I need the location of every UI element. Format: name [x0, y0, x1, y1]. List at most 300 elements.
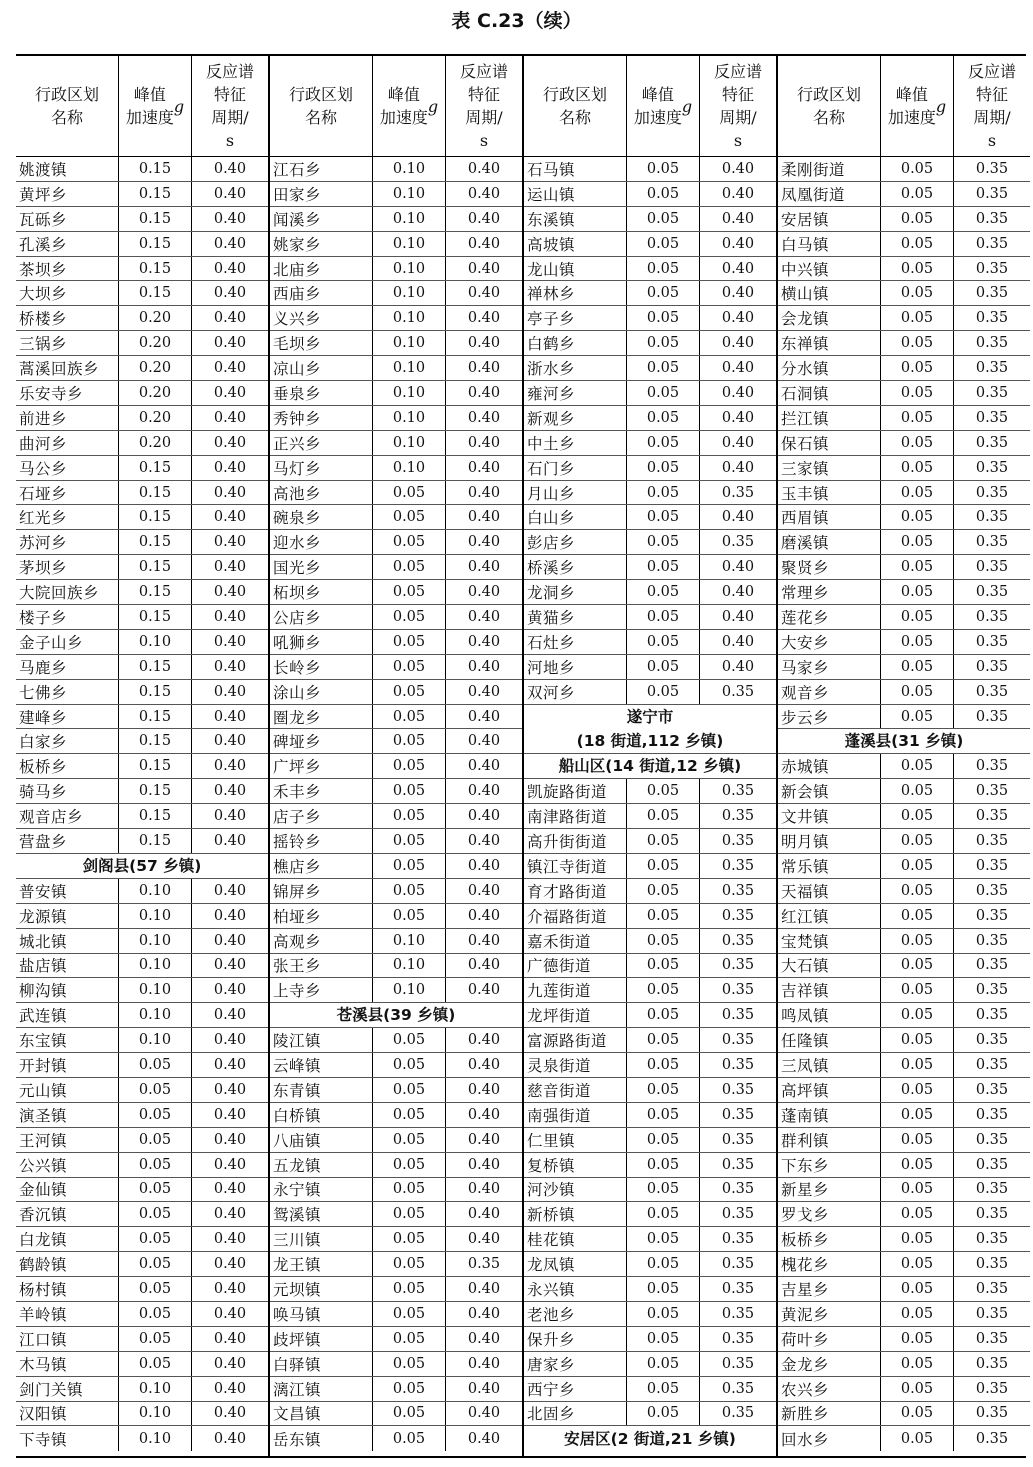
- table-row: [270, 655, 522, 680]
- peak-acceleration: 0.05: [880, 157, 953, 181]
- table-row: [16, 431, 268, 456]
- table-row: [16, 779, 268, 804]
- peak-acceleration: 0.10: [118, 978, 191, 1002]
- table-row: [16, 580, 268, 605]
- table-row: [524, 281, 776, 306]
- table-row: [16, 555, 268, 580]
- region-name: 闻溪乡: [273, 210, 322, 229]
- table-row: [778, 630, 1030, 655]
- characteristic-period: 0.35: [953, 1103, 1030, 1127]
- characteristic-period: 0.35: [953, 1327, 1030, 1351]
- characteristic-period: 0.40: [445, 456, 522, 480]
- peak-acceleration: 0.05: [118, 1327, 191, 1351]
- table-row: [524, 1003, 776, 1028]
- region-name: 红光乡: [19, 509, 68, 528]
- characteristic-period: 0.40: [191, 1178, 268, 1202]
- peak-acceleration: 0.05: [880, 754, 953, 778]
- table-row: [524, 804, 776, 829]
- characteristic-period: 0.40: [445, 257, 522, 281]
- characteristic-period: 0.40: [445, 829, 522, 853]
- region-name: 杨村镇: [19, 1281, 68, 1300]
- characteristic-period: 0.40: [191, 829, 268, 853]
- region-name: 永兴镇: [527, 1281, 576, 1300]
- characteristic-period: 0.40: [191, 306, 268, 330]
- table-row: [270, 680, 522, 705]
- table-row: [270, 281, 522, 306]
- peak-acceleration: 0.10: [372, 182, 445, 206]
- table-row: [778, 232, 1030, 257]
- peak-acceleration: 0.05: [626, 879, 699, 903]
- peak-acceleration: 0.05: [880, 207, 953, 231]
- characteristic-period: 0.40: [699, 157, 776, 181]
- peak-acceleration: 0.05: [118, 1352, 191, 1376]
- peak-acceleration: 0.05: [626, 356, 699, 380]
- peak-acceleration: 0.15: [118, 680, 191, 704]
- region-name: 姚家乡: [273, 235, 322, 254]
- peak-acceleration: 0.05: [626, 1327, 699, 1351]
- region-name: 公店乡: [273, 608, 322, 627]
- table-row: [16, 182, 268, 207]
- region-name: 义兴乡: [273, 310, 322, 329]
- characteristic-period: 0.40: [191, 1128, 268, 1152]
- peak-acceleration: 0.05: [372, 555, 445, 579]
- peak-acceleration: 0.10: [118, 954, 191, 978]
- peak-acceleration: 0.05: [880, 705, 953, 729]
- region-name: 盐店镇: [19, 957, 68, 976]
- characteristic-period: 0.40: [445, 505, 522, 529]
- table-row: [16, 605, 268, 630]
- table-row: [778, 829, 1030, 854]
- region-name: 孔溪乡: [19, 235, 68, 254]
- table-row: [778, 1402, 1030, 1427]
- characteristic-period: 0.40: [191, 978, 268, 1002]
- region-name: 龙源镇: [19, 907, 68, 926]
- table-row: [778, 1078, 1030, 1103]
- peak-acceleration: 0.05: [880, 530, 953, 554]
- region-name: 磨溪镇: [781, 534, 830, 553]
- characteristic-period: 0.35: [953, 779, 1030, 803]
- table-row: [778, 1277, 1030, 1302]
- table-row: [524, 1352, 776, 1377]
- table-row: [778, 1128, 1030, 1153]
- table-row: [524, 1053, 776, 1078]
- region-name: 高坡镇: [527, 235, 576, 254]
- table-row: [270, 306, 522, 331]
- section-title: (18 街道,112 乡镇): [576, 731, 724, 750]
- peak-acceleration: 0.15: [118, 481, 191, 505]
- region-name: 凯旋路街道: [527, 783, 608, 802]
- peak-acceleration: 0.05: [880, 281, 953, 305]
- characteristic-period: 0.40: [445, 1327, 522, 1351]
- region-name: 东青镇: [273, 1081, 322, 1100]
- region-name: 黄泥乡: [781, 1305, 830, 1324]
- peak-acceleration: 0.15: [118, 207, 191, 231]
- region-name: 东禅镇: [781, 335, 830, 354]
- table-row: [270, 1153, 522, 1178]
- table-row: [778, 854, 1030, 879]
- peak-acceleration: 0.05: [372, 680, 445, 704]
- peak-acceleration: 0.05: [880, 1352, 953, 1376]
- characteristic-period: 0.35: [699, 854, 776, 878]
- region-name: 会龙镇: [781, 310, 830, 329]
- region-name: 亭子乡: [527, 310, 576, 329]
- peak-acceleration: 0.15: [118, 281, 191, 305]
- table-row: [778, 1327, 1030, 1352]
- table-row: [16, 257, 268, 282]
- characteristic-period: 0.35: [699, 1252, 776, 1276]
- header-row: [778, 56, 1030, 157]
- characteristic-period: 0.40: [445, 1377, 522, 1401]
- table-row: [524, 157, 776, 182]
- peak-acceleration: 0.05: [880, 182, 953, 206]
- peak-acceleration: 0.05: [626, 456, 699, 480]
- region-name: 漓江镇: [273, 1380, 322, 1399]
- table-row: [270, 1178, 522, 1203]
- peak-acceleration: 0.05: [626, 431, 699, 455]
- peak-acceleration: 0.05: [626, 331, 699, 355]
- characteristic-period: 0.35: [699, 1327, 776, 1351]
- table-row: [270, 729, 522, 754]
- characteristic-period: 0.40: [445, 1078, 522, 1102]
- characteristic-period: 0.40: [445, 680, 522, 704]
- region-name: 高观乡: [273, 932, 322, 951]
- header-name: 行政区划 名称: [796, 85, 861, 127]
- characteristic-period: 0.40: [191, 207, 268, 231]
- table-row: [270, 481, 522, 506]
- table-row: [524, 978, 776, 1003]
- region-name: 金子山乡: [19, 633, 84, 652]
- peak-acceleration: 0.05: [880, 481, 953, 505]
- characteristic-period: 0.35: [953, 754, 1030, 778]
- characteristic-period: 0.35: [953, 1128, 1030, 1152]
- peak-acceleration: 0.05: [372, 879, 445, 903]
- table-row: [16, 705, 268, 730]
- peak-acceleration: 0.05: [372, 481, 445, 505]
- table-row: [778, 804, 1030, 829]
- region-name: 柔刚街道: [781, 160, 846, 179]
- table-row: [16, 1202, 268, 1227]
- characteristic-period: 0.40: [191, 729, 268, 753]
- characteristic-period: 0.40: [191, 779, 268, 803]
- table-row: [778, 1227, 1030, 1252]
- region-name: 介福路街道: [527, 907, 608, 926]
- table-row: [270, 1103, 522, 1128]
- peak-acceleration: 0.05: [880, 854, 953, 878]
- characteristic-period: 0.35: [953, 182, 1030, 206]
- characteristic-period: 0.40: [191, 431, 268, 455]
- peak-acceleration: 0.05: [118, 1128, 191, 1152]
- table-row: [270, 954, 522, 979]
- region-name: 蒿溪回族乡: [19, 360, 100, 379]
- region-name: 龙王镇: [273, 1256, 322, 1275]
- data-table: [16, 54, 1026, 1458]
- characteristic-period: 0.35: [953, 879, 1030, 903]
- characteristic-period: 0.40: [445, 356, 522, 380]
- table-row: [16, 281, 268, 306]
- peak-acceleration: 0.05: [880, 1028, 953, 1052]
- table-row: [270, 779, 522, 804]
- peak-acceleration: 0.05: [372, 1277, 445, 1301]
- peak-acceleration: 0.05: [880, 232, 953, 256]
- characteristic-period: 0.40: [191, 281, 268, 305]
- table-row: [270, 929, 522, 954]
- peak-acceleration: 0.05: [880, 1302, 953, 1326]
- peak-acceleration: 0.05: [880, 1202, 953, 1226]
- table-row: [270, 1202, 522, 1227]
- peak-acceleration: 0.05: [880, 555, 953, 579]
- region-name: 黄猫乡: [527, 608, 576, 627]
- characteristic-period: 0.40: [699, 655, 776, 679]
- section-title: 安居区(2 街道,21 乡镇): [564, 1429, 736, 1448]
- region-name: 红江镇: [781, 907, 830, 926]
- region-name: 禅林乡: [527, 285, 576, 304]
- region-name: 三锅乡: [19, 335, 68, 354]
- region-name: 吉祥镇: [781, 982, 830, 1001]
- characteristic-period: 0.35: [699, 1202, 776, 1226]
- region-name: 运山镇: [527, 185, 576, 204]
- table-row: [16, 157, 268, 182]
- table-row: [16, 505, 268, 530]
- table-row: [524, 331, 776, 356]
- table-row: [16, 232, 268, 257]
- region-name: 板桥乡: [781, 1231, 830, 1250]
- region-name: 白鹤乡: [527, 335, 576, 354]
- table-row: [524, 954, 776, 979]
- region-name: 浙水乡: [527, 360, 576, 379]
- region-name: 摇铃乡: [273, 832, 322, 851]
- peak-acceleration: 0.05: [372, 754, 445, 778]
- characteristic-period: 0.40: [191, 505, 268, 529]
- table-row: [270, 1053, 522, 1078]
- peak-acceleration: 0.05: [372, 1028, 445, 1052]
- region-name: 富源路街道: [527, 1032, 608, 1051]
- peak-acceleration: 0.05: [118, 1252, 191, 1276]
- table-row: [16, 1252, 268, 1277]
- characteristic-period: 0.35: [699, 1128, 776, 1152]
- region-name: 石洞镇: [781, 384, 830, 403]
- peak-acceleration: 0.05: [880, 331, 953, 355]
- characteristic-period: 0.35: [953, 1202, 1030, 1226]
- header-accel: 峰值 加速度 g: [880, 56, 953, 156]
- peak-acceleration: 0.10: [118, 1402, 191, 1426]
- characteristic-period: 0.35: [953, 1426, 1030, 1451]
- peak-acceleration: 0.05: [372, 1128, 445, 1152]
- characteristic-period: 0.35: [953, 978, 1030, 1002]
- table-row: [16, 1426, 268, 1451]
- table-row: [778, 331, 1030, 356]
- characteristic-period: 0.40: [445, 1426, 522, 1451]
- characteristic-period: 0.35: [953, 929, 1030, 953]
- peak-acceleration: 0.15: [118, 729, 191, 753]
- table-row: [524, 505, 776, 530]
- characteristic-period: 0.40: [699, 257, 776, 281]
- header-name: 行政区划 名称: [288, 85, 353, 127]
- region-name: 观音乡: [781, 683, 830, 702]
- characteristic-period: 0.40: [191, 1078, 268, 1102]
- table-row: [270, 232, 522, 257]
- region-name: 横山镇: [781, 285, 830, 304]
- region-name: 金龙乡: [781, 1355, 830, 1374]
- table-row: [270, 754, 522, 779]
- region-name: 西宁乡: [527, 1380, 576, 1399]
- characteristic-period: 0.35: [953, 1302, 1030, 1326]
- table-row: [16, 1078, 268, 1103]
- table-row: [270, 530, 522, 555]
- region-name: 金仙镇: [19, 1181, 68, 1200]
- section-title: 船山区(14 街道,12 乡镇): [558, 757, 742, 776]
- peak-acceleration: 0.05: [372, 1053, 445, 1077]
- characteristic-period: 0.35: [953, 1053, 1030, 1077]
- table-row: [16, 481, 268, 506]
- peak-acceleration: 0.05: [626, 1202, 699, 1226]
- section-header: [524, 754, 776, 779]
- table-row: [270, 978, 522, 1003]
- region-name: 嘉禾街道: [527, 932, 592, 951]
- peak-acceleration: 0.10: [372, 381, 445, 405]
- table-row: [524, 829, 776, 854]
- region-name: 演圣镇: [19, 1106, 68, 1125]
- table-row: [16, 381, 268, 406]
- table-row: [778, 1352, 1030, 1377]
- characteristic-period: 0.40: [191, 954, 268, 978]
- table-row: [778, 381, 1030, 406]
- header-name: 行政区划 名称: [34, 85, 99, 127]
- peak-acceleration: 0.10: [118, 929, 191, 953]
- region-name: 凤凰街道: [781, 185, 846, 204]
- table-column-group-3: [522, 56, 776, 1456]
- table-row: [270, 406, 522, 431]
- characteristic-period: 0.40: [191, 1327, 268, 1351]
- peak-acceleration: 0.05: [880, 1003, 953, 1027]
- table-row: [524, 929, 776, 954]
- characteristic-period: 0.35: [953, 1003, 1030, 1027]
- table-row: [778, 1103, 1030, 1128]
- region-name: 安居镇: [781, 210, 830, 229]
- characteristic-period: 0.40: [191, 929, 268, 953]
- section-title: 蓬溪县(31 乡镇): [844, 732, 964, 751]
- peak-acceleration: 0.05: [880, 381, 953, 405]
- table-row: [778, 929, 1030, 954]
- characteristic-period: 0.40: [191, 655, 268, 679]
- characteristic-period: 0.35: [953, 804, 1030, 828]
- table-row: [778, 481, 1030, 506]
- peak-acceleration: 0.10: [118, 879, 191, 903]
- table-row: [524, 481, 776, 506]
- region-name: 回水乡: [781, 1430, 830, 1449]
- region-name: 拦江镇: [781, 409, 830, 428]
- table-row: [16, 1053, 268, 1078]
- region-name: 仁里镇: [527, 1131, 576, 1150]
- table-row: [524, 879, 776, 904]
- table-row: [524, 1202, 776, 1227]
- characteristic-period: 0.35: [953, 655, 1030, 679]
- table-row: [524, 854, 776, 879]
- peak-acceleration: 0.05: [626, 1003, 699, 1027]
- header-row: [270, 56, 522, 157]
- region-name: 河地乡: [527, 658, 576, 677]
- region-name: 北庙乡: [273, 260, 322, 279]
- header-period: 反应谱 特征 周期/ s: [445, 56, 522, 156]
- characteristic-period: 0.40: [191, 555, 268, 579]
- table-row: [270, 182, 522, 207]
- section-title: 剑阁县(57 乡镇): [82, 856, 202, 875]
- header-accel: 峰值 加速度 g: [626, 56, 699, 156]
- region-name: 罗戈乡: [781, 1206, 830, 1225]
- characteristic-period: 0.35: [699, 1377, 776, 1401]
- peak-acceleration: 0.05: [626, 929, 699, 953]
- peak-acceleration: 0.05: [626, 1302, 699, 1326]
- peak-acceleration: 0.10: [372, 978, 445, 1002]
- table-row: [524, 1252, 776, 1277]
- characteristic-period: 0.40: [445, 605, 522, 629]
- peak-acceleration: 0.05: [372, 1202, 445, 1226]
- table-row: [778, 978, 1030, 1003]
- peak-acceleration: 0.05: [626, 1028, 699, 1052]
- peak-acceleration: 0.05: [880, 580, 953, 604]
- region-name: 保石镇: [781, 434, 830, 453]
- characteristic-period: 0.35: [699, 1053, 776, 1077]
- peak-acceleration: 0.05: [626, 829, 699, 853]
- characteristic-period: 0.35: [699, 879, 776, 903]
- characteristic-period: 0.40: [445, 381, 522, 405]
- characteristic-period: 0.40: [191, 904, 268, 928]
- characteristic-period: 0.40: [445, 182, 522, 206]
- table-row: [16, 1327, 268, 1352]
- peak-acceleration: 0.05: [626, 406, 699, 430]
- table-row: [270, 555, 522, 580]
- characteristic-period: 0.35: [699, 1178, 776, 1202]
- region-name: 正兴乡: [273, 434, 322, 453]
- peak-acceleration: 0.05: [626, 1377, 699, 1401]
- table-row: [524, 1178, 776, 1203]
- peak-acceleration: 0.15: [118, 655, 191, 679]
- characteristic-period: 0.40: [445, 331, 522, 355]
- region-name: 乐安寺乡: [19, 384, 84, 403]
- table-row: [778, 505, 1030, 530]
- characteristic-period: 0.40: [699, 356, 776, 380]
- peak-acceleration: 0.10: [372, 257, 445, 281]
- section-header: [16, 854, 268, 879]
- peak-acceleration: 0.05: [372, 804, 445, 828]
- peak-acceleration: 0.05: [626, 257, 699, 281]
- peak-acceleration: 0.20: [118, 431, 191, 455]
- table-row: [778, 779, 1030, 804]
- region-name: 江口镇: [19, 1330, 68, 1349]
- table-row: [524, 182, 776, 207]
- table-row: [270, 157, 522, 182]
- region-name: 槐花乡: [781, 1256, 830, 1275]
- region-name: 明月镇: [781, 832, 830, 851]
- region-name: 江石乡: [273, 160, 322, 179]
- section-header: [524, 1426, 776, 1451]
- peak-acceleration: 0.05: [118, 1227, 191, 1251]
- peak-acceleration: 0.05: [880, 1277, 953, 1301]
- region-name: 马公乡: [19, 459, 68, 478]
- region-name: 锦屏乡: [273, 882, 322, 901]
- characteristic-period: 0.40: [699, 505, 776, 529]
- peak-acceleration: 0.05: [626, 804, 699, 828]
- characteristic-period: 0.40: [191, 754, 268, 778]
- region-name: 双河乡: [527, 683, 576, 702]
- table-row: [270, 331, 522, 356]
- peak-acceleration: 0.05: [880, 655, 953, 679]
- table-row: [270, 605, 522, 630]
- characteristic-period: 0.35: [699, 904, 776, 928]
- region-name: 鸣凤镇: [781, 1007, 830, 1026]
- table-row: [270, 1377, 522, 1402]
- characteristic-period: 0.35: [699, 779, 776, 803]
- region-name: 碗泉乡: [273, 509, 322, 528]
